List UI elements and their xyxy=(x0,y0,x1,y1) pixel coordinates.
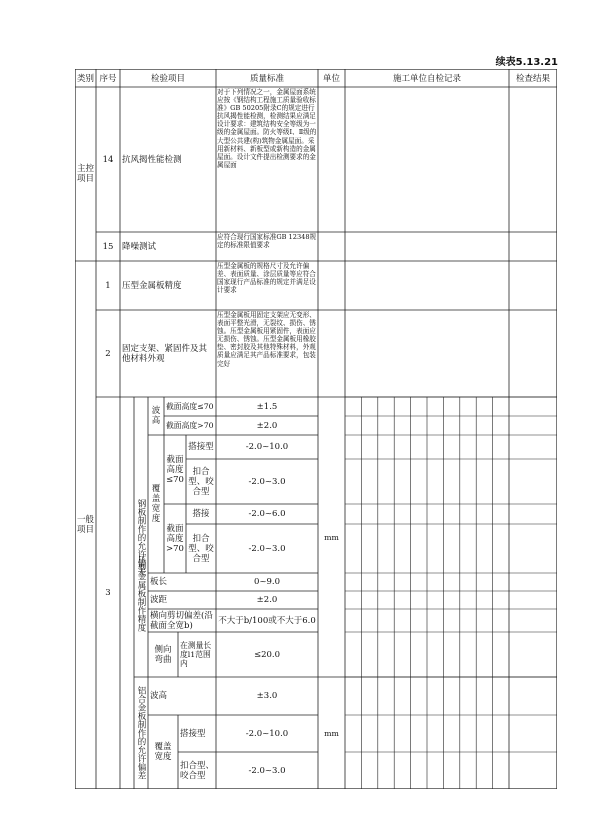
cond-alu-clip: 扣合型、咬合型 xyxy=(180,760,215,781)
cond-lap-short: 搭接 xyxy=(192,509,210,519)
cond-lap-type: 搭接型 xyxy=(188,442,214,452)
item-profiled-sheet-accuracy: 压型金属板精度 xyxy=(122,280,182,291)
category-main-control: 主控项目 xyxy=(77,164,95,184)
standard-profiled-sheet-accuracy: 压型金属板的规格尺寸及允许偏差、表面质量、涂层质量等应符合国家现行产品标准的规定并满足设计要求 xyxy=(217,262,316,295)
tol-alu-cover-clip: -2.0~3.0 xyxy=(248,765,286,776)
label-side-bend: 侧向弯曲 xyxy=(154,644,172,665)
label-board-length: 板长 xyxy=(150,577,168,587)
item-bracket-fastener-appearance: 固定支架、紧固件及其他材料外观 xyxy=(122,343,208,364)
cond-alu-lap: 搭接型 xyxy=(180,728,206,739)
label-transverse-shear: 横向剪切偏差(沿截面全宽b) xyxy=(150,610,213,631)
label-alu-wave-height: 波高 xyxy=(150,691,168,701)
standard-wind-uplift: 对于下列情况之一，金属屋面系统应按《钢结构工程施工质量验收标准》GB 50205附录C的规定进行抗风揭性能检测，检测结果应满足设计要求：建筑结构安全等级为一级的金属屋面。防火等级Ⅰ、Ⅱ级的大型公共建(构)筑物金属屋面。采用新材料、新板型或新构造的金属屋面。设计文件提出检测要求的金属屋面 xyxy=(217,88,317,169)
label-wave-height: 波高 xyxy=(151,406,161,426)
seq-1: 1 xyxy=(105,280,111,291)
cond-section-height-le70: 截面高度≤70 xyxy=(166,402,214,411)
inspection-table xyxy=(75,69,557,789)
standard-noise-reduction: 应符合现行国家标准GB 12348规定的标准限值要求 xyxy=(217,233,317,250)
unit-steel-mm: mm xyxy=(324,532,339,542)
label-wave-pitch: 波距 xyxy=(150,595,168,605)
label-profiled-sheet-precision: 压型金属板制作精度 xyxy=(136,554,146,632)
seq-3: 3 xyxy=(105,588,111,598)
header-category: 类别 xyxy=(76,74,94,84)
label-cover-width: 覆盖宽度 xyxy=(151,484,161,524)
header-result: 检查结果 xyxy=(515,74,550,84)
tol-wave-pitch: ±2.0 xyxy=(256,595,278,605)
tol-wave-height-gt70: ±2.0 xyxy=(256,420,278,431)
tol-transverse-shear: 不大于b/100或不大于6.0 xyxy=(218,615,316,626)
unit-alu-mm: mm xyxy=(324,728,339,738)
cond-clip-type-2: 扣合型、咬合型 xyxy=(188,533,214,564)
cond-side-bend-length: 在测量长度l1范围内 xyxy=(180,641,212,668)
header-seq: 序号 xyxy=(99,74,117,84)
header-unit: 单位 xyxy=(322,74,340,84)
continued-table-label: 续表5.13.21 xyxy=(495,57,558,68)
empty-spacer-cell xyxy=(120,397,134,789)
tol-cover-le70-lap: -2.0~10.0 xyxy=(245,442,289,452)
standard-bracket-fastener-appearance: 压型金属板用固定支架应无变形、表面平整光滑，无裂纹、损伤、锈蚀。压型金属板用紧固件，表面应无损伤、锈蚀。压型金属板用橡胶垫、密封胶及其他特殊材料，外观质量应满足其产品标准要求，包装完好 xyxy=(217,311,316,368)
label-aluminum-sheet-tolerance: 铝合金板制作的允许偏差 xyxy=(136,686,146,780)
tol-wave-height-le70: ±1.5 xyxy=(256,401,278,412)
cond-cover-height-le70: 截面高度≤70 xyxy=(166,454,184,485)
tol-cover-gt70-clip: -2.0~3.0 xyxy=(248,543,286,554)
tol-board-length: 0~9.0 xyxy=(253,577,281,587)
tol-cover-gt70-lap: -2.0~6.0 xyxy=(248,509,286,519)
header-self-check: 施工单位自检记录 xyxy=(392,74,461,84)
cond-clip-type: 扣合型、咬合型 xyxy=(188,466,214,497)
seq-15: 15 xyxy=(102,241,114,252)
header-item: 检验项目 xyxy=(150,74,185,84)
cond-section-height-gt70: 截面高度>70 xyxy=(166,421,214,430)
seq-14: 14 xyxy=(102,154,114,165)
cond-cover-height-gt70: 截面高度>70 xyxy=(166,523,184,554)
category-general: 一般项目 xyxy=(77,515,95,535)
header-standard: 质量标准 xyxy=(249,74,284,84)
tol-alu-wave-height: ±3.0 xyxy=(256,691,278,701)
seq-2: 2 xyxy=(105,348,111,359)
label-steel-sheet-tolerance: 钢板制作的允许偏差 xyxy=(136,498,146,576)
item-noise-reduction-test: 降噪测试 xyxy=(122,241,157,252)
item-wind-uplift-test: 抗风揭性能检测 xyxy=(122,154,182,165)
tol-cover-le70-clip: -2.0~3.0 xyxy=(248,476,286,487)
label-alu-cover-width: 覆盖宽度 xyxy=(154,742,172,762)
tol-side-bend: ≤20.0 xyxy=(253,649,281,660)
tol-alu-cover-lap: -2.0~10.0 xyxy=(245,728,289,739)
